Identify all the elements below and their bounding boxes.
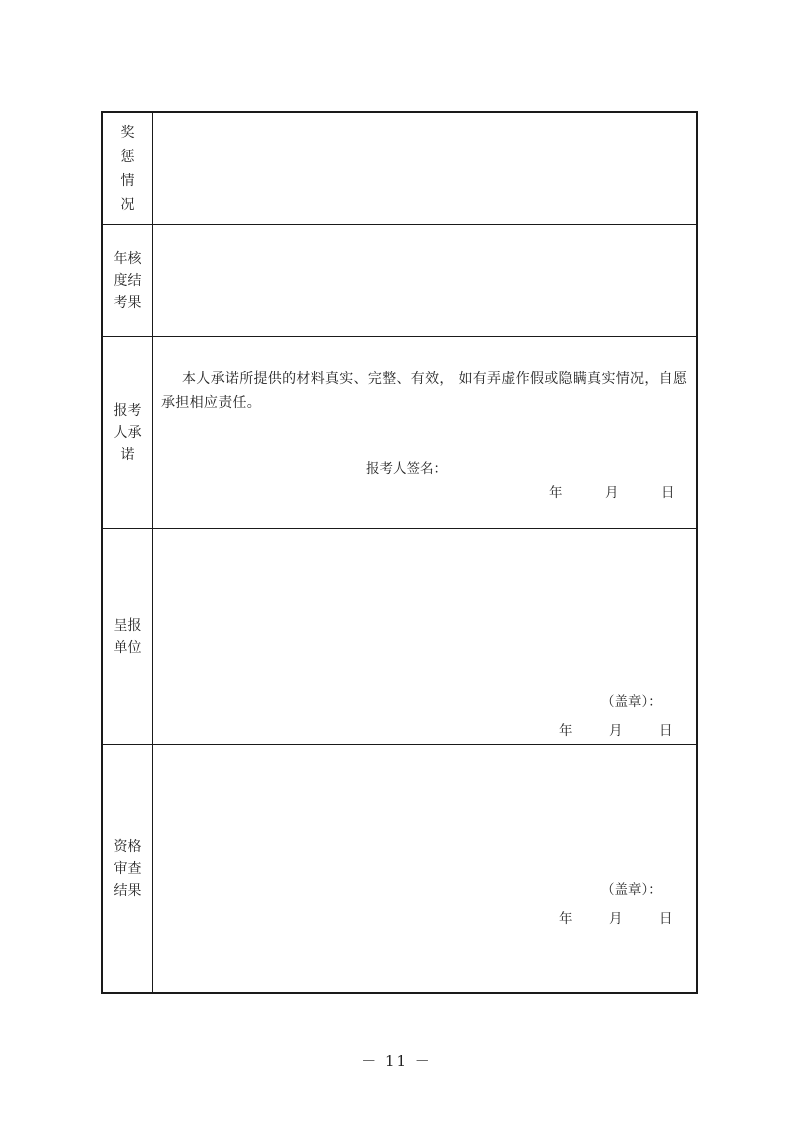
qualification-review-field[interactable] (153, 745, 696, 992)
row-annual-assessment (103, 224, 696, 336)
rewards-punishments-field[interactable] (153, 113, 696, 224)
reporting-unit-date (559, 719, 673, 739)
reporting-unit-label: 呈报单位 (113, 617, 142, 656)
applicant-pledge-content (153, 337, 696, 528)
rewards-punishments-label: 奖惩情况 (120, 124, 135, 213)
label-cell (103, 113, 153, 224)
row-rewards-punishments (103, 113, 696, 224)
seal-label: （盖章）： (601, 694, 662, 710)
qualification-review-date (559, 907, 673, 927)
label-cell (103, 337, 153, 528)
date-month-label: 月 (605, 485, 619, 501)
label-cell (103, 529, 153, 744)
reporting-unit-field[interactable] (153, 529, 696, 744)
date-month-label: 月 (609, 911, 623, 927)
date-year-label: 年 (549, 485, 563, 501)
form-table (101, 111, 698, 994)
row-qualification-review (103, 744, 696, 992)
signature-label: 报考人签名： (366, 461, 447, 477)
date-year-label: 年 (559, 723, 573, 739)
date-day-label: 日 (661, 485, 675, 501)
seal-label: （盖章）： (601, 882, 662, 898)
signature-field[interactable] (443, 453, 613, 475)
label-cell (103, 225, 153, 336)
date-month-label: 月 (609, 723, 623, 739)
applicant-pledge-label: 报考人承诺 (113, 402, 142, 463)
label-cell (103, 745, 153, 992)
pledge-date (549, 481, 675, 501)
row-reporting-unit (103, 528, 696, 744)
page-number: － 11 － (361, 1052, 432, 1070)
date-day-label: 日 (659, 911, 673, 927)
pledge-text: 本人承诺所提供的材料真实、完整、有效， 如有弄虚作假或隐瞒真实情况，自愿承担相应责任。 (161, 371, 688, 411)
annual-assessment-field[interactable] (153, 225, 696, 336)
annual-assessment-label: 年核度结考果 (113, 250, 142, 311)
qualification-review-label: 资格审查结果 (113, 838, 142, 899)
date-day-label: 日 (659, 723, 673, 739)
date-year-label: 年 (559, 911, 573, 927)
row-applicant-pledge (103, 336, 696, 528)
